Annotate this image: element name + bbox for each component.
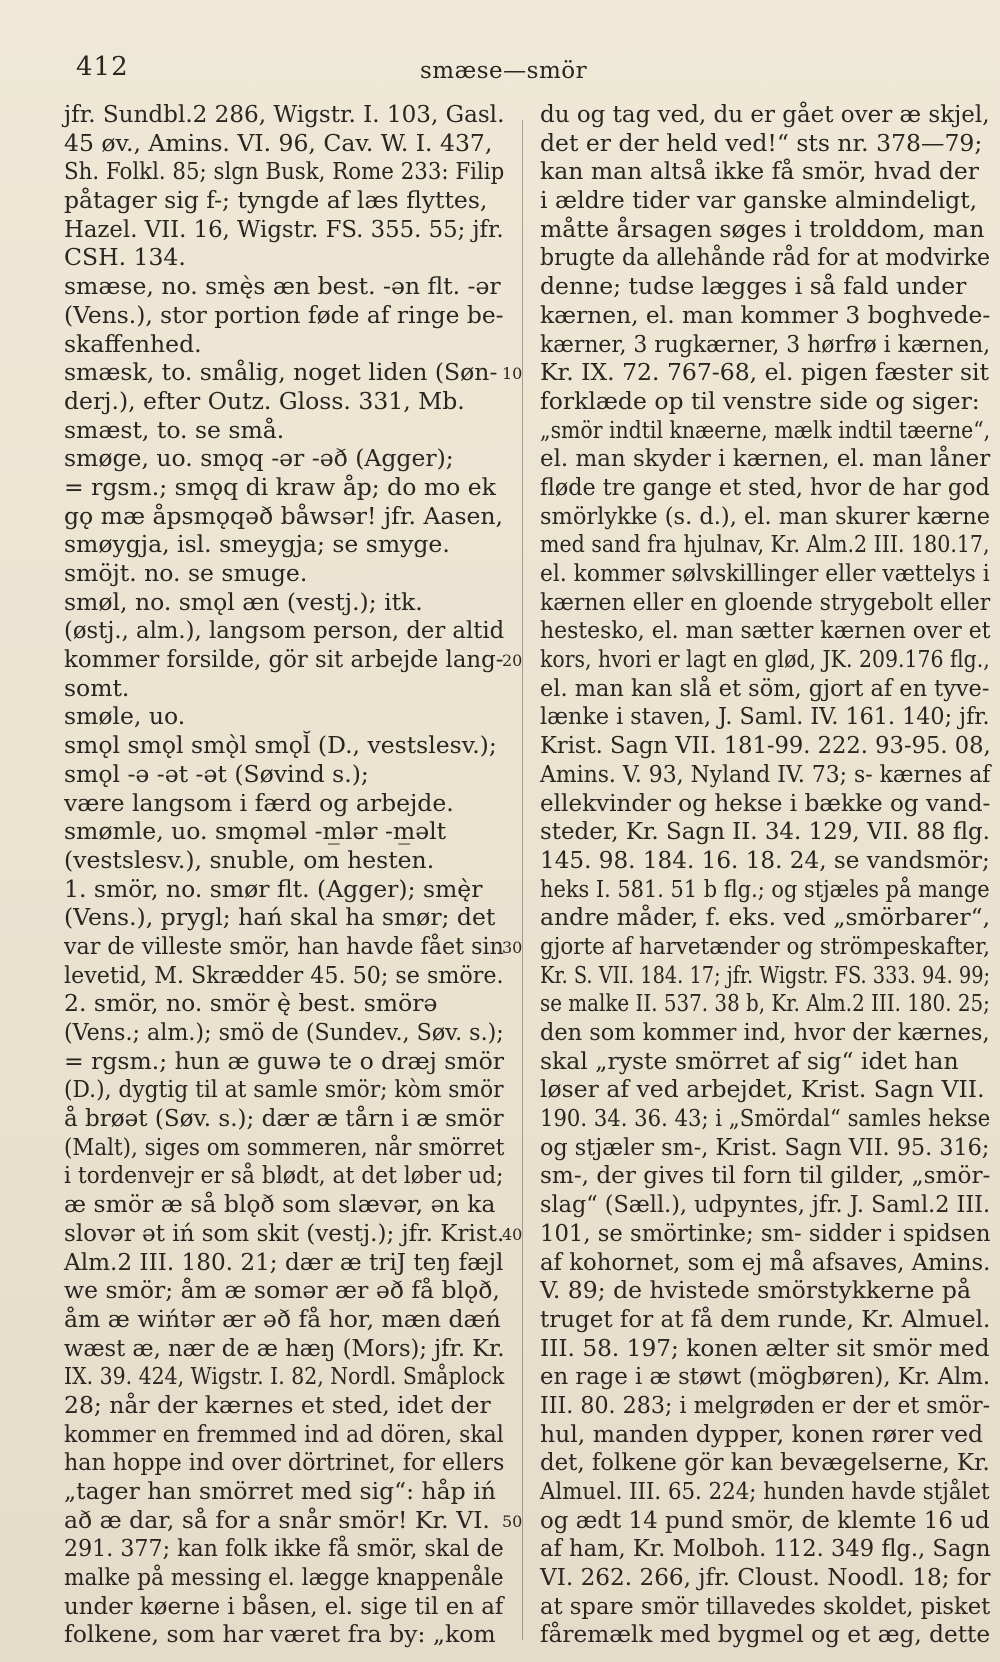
left-column	[64, 100, 504, 1649]
right-column-line: det, folkene gör kan bevægelserne, Kr.	[540, 1448, 990, 1477]
right-column-line: andre måder, f. eks. ved „smörbarer“,	[540, 903, 991, 932]
left-column-line: 1. smör, no. smør flt. (Agger); smę̀r	[64, 874, 483, 903]
left-column-line: han hoppe ind over dörtrinet, for ellers	[64, 1448, 505, 1477]
right-column-line: Krist. Sagn VII. 181-99. 222. 93-95. 08,	[540, 731, 991, 760]
right-column-line: lænke i staven, J. Saml. IV. 161. 140; jfr.	[540, 702, 990, 731]
right-column-line: du og tag ved, du er gået over æ skjel,	[540, 100, 990, 128]
left-column-line: i tordenvejr er så blødt, at det løber ud;	[64, 1161, 504, 1190]
left-column-line: smøygja, isl. smeygja; se smyge.	[64, 530, 450, 559]
left-column-line: 45 øv., Amins. VI. 96, Cav. W. I. 437,	[64, 128, 493, 157]
right-column-line: heks I. 581. 51 b flg.; og stjæles på mange	[540, 874, 990, 903]
left-column-line: folkene, som har været fra by: „kom	[64, 1620, 496, 1649]
right-column-line: med sand fra hjulnav, Kr. Alm.2 III. 180.17,	[540, 530, 990, 559]
right-column-line: at spare smör tillavedes skoldet, pisket	[540, 1591, 991, 1620]
right-column-line: fløde tre gange et sted, hvor de har god	[540, 472, 990, 501]
left-column-line: smæsk, to. smålig, noget liden (Søn-	[64, 358, 498, 387]
right-column-line: i ældre tider var ganske almindeligt,	[540, 186, 978, 215]
column-divider	[522, 120, 523, 1640]
left-column-line: (D.), dygtig til at samle smör; kòm smör	[64, 1075, 504, 1104]
left-column-line: derj.), efter Outz. Gloss. 331, Mb.	[64, 386, 465, 415]
left-column-line: að æ dar, så for a snår smör! Kr. VI.	[64, 1505, 490, 1534]
left-column-line: slovər ət iń som skit (vestj.); jfr. Krist.	[64, 1218, 505, 1247]
right-column-line: kærnen, el. man kommer 3 boghvede-	[540, 300, 991, 329]
left-column-line: = rgsm.; smǫq di kraw åp; do mo ek	[64, 472, 496, 501]
page-number: 412	[76, 52, 129, 82]
right-column-line: hestesko, el. man sætter kærnen over et	[540, 616, 991, 645]
right-column-line: el. man skyder i kærnen, el. man låner	[540, 444, 991, 473]
left-column-line: smöjt. no. se smuge.	[64, 559, 308, 587]
left-column-line: CSH. 134.	[64, 243, 186, 272]
right-column-line: V. 89; de hvistede smörstykkerne på	[540, 1276, 971, 1305]
line-number-marker: 50	[502, 1512, 523, 1532]
left-column-line: 28; når der kærnes et sted, idet der	[64, 1390, 491, 1419]
right-column-line: af kohornet, som ej må afsaves, Amins.	[540, 1247, 991, 1276]
left-column-line: under køerne i båsen, el. sige til en af	[64, 1591, 504, 1620]
left-column-line: smømle, uo. smǫmǝl -m̲lər -m̲əlt	[64, 817, 447, 846]
left-column-line: Sh. Folkl. 85; slgn Busk, Rome 233: Filip	[64, 157, 505, 186]
right-column-line: forklæde op til venstre side og siger:	[540, 386, 980, 415]
right-column-line: „smör indtil knæerne, mælk indtil tæerne“,	[540, 415, 991, 444]
right-column-line: el. kommer sølvskillinger eller vættelys i	[540, 559, 990, 587]
left-column-line: kommer forsilde, gör sit arbejde lang-	[64, 645, 504, 674]
left-column-line: Alm.2 III. 180. 21; dær æ triJ teŋ fæjl	[64, 1247, 504, 1276]
right-column-line: af ham, Kr. Molboh. 112. 349 flg., Sagn	[540, 1534, 991, 1563]
left-column-line: levetid, M. Skrædder 45. 50; se smöre.	[64, 960, 504, 989]
left-column-line: å brøət (Søv. s.); dær æ tårn i æ smör	[64, 1104, 504, 1133]
left-column-line: skaffenhed.	[64, 329, 202, 358]
left-column-line: kommer en fremmed ind ad dören, skal	[64, 1419, 504, 1448]
left-column-line: (Vens.), prygl; hań skal ha smør; det	[64, 903, 496, 932]
left-column-line: we smör; åm æ somər ær əð få blǫð,	[64, 1276, 500, 1305]
left-column-line: smøl, no. smǫl æn (vestj.); itk.	[64, 587, 423, 616]
right-column-line: III. 80. 283; i melgrøden er der et smör-	[540, 1390, 991, 1419]
line-number-marker: 20	[502, 651, 523, 671]
right-column-line: brugte da allehånde råd for at modvirke	[540, 243, 991, 272]
right-column-line: gjorte af harvetænder og strömpeskafter,	[540, 931, 990, 960]
right-column-line: steder, Kr. Sagn II. 34. 129, VII. 88 flg.	[540, 817, 990, 846]
left-column-line: Hazel. VII. 16, Wigstr. FS. 355. 55; jfr.	[64, 214, 504, 243]
right-column-line: hul, manden dypper, konen rører ved	[540, 1419, 984, 1448]
right-column-line: fåremælk med bygmel og et æg, dette	[540, 1620, 991, 1649]
left-column-line: gǫ mæ åpsmǫqəð båwsər! jfr. Aasen,	[64, 501, 504, 530]
left-column-line: smæse, no. smę̀s æn best. -ən flt. -ər	[64, 272, 501, 301]
left-column-line: (vestslesv.), snuble, om hesten.	[64, 845, 435, 874]
right-column-line: Kr. S. VII. 184. 17; jfr. Wigstr. FS. 333. 94. 99;	[540, 960, 991, 989]
left-column-line: (Vens.), stor portion føde af ringe be-	[64, 300, 504, 329]
left-column-line: påtager sig f-; tyngde af læs flyttes,	[64, 186, 488, 215]
right-column-line: slag“ (Sæll.), udpyntes, jfr. J. Saml.2 III.	[540, 1190, 991, 1219]
right-column-line: 190. 34. 36. 43; i „Smördal“ samles hekse	[540, 1104, 991, 1133]
left-column-line: jfr. Sundbl.2 286, Wigstr. I. 103, Gasl.	[64, 100, 505, 128]
right-column-line: el. man kan slå et söm, gjort af en tyve-	[540, 673, 990, 702]
right-column	[540, 100, 990, 1649]
right-column-line: løser af ved arbejdet, Krist. Sagn VII.	[540, 1075, 985, 1104]
right-column-line: og ædt 14 pund smör, de klemte 16 ud	[540, 1505, 990, 1534]
right-column-line: 101, se smörtinke; sm- sidder i spidsen	[540, 1218, 991, 1247]
left-column-line: 2. smör, no. smör ę̀ best. smörə	[64, 989, 438, 1018]
line-number-marker: 10	[502, 364, 523, 384]
right-column-line: truget for at få dem runde, Kr. Almuel.	[540, 1304, 991, 1333]
right-column-line: denne; tudse lægges i så fald under	[540, 272, 967, 301]
line-number-marker: 30	[502, 938, 523, 958]
left-column-line: var de villeste smör, han havde fået sin	[64, 931, 504, 960]
left-column-line: (østj., alm.), langsom person, der altid	[64, 616, 505, 645]
right-column-line: en rage i æ støwt (mögbøren), Kr. Alm.	[540, 1362, 991, 1391]
right-column-line: kærnen eller en gloende strygebolt eller	[540, 587, 991, 616]
left-column-line: æ smör æ så blǫð som slævər, ən ka	[64, 1190, 496, 1219]
right-column-line: ellekvinder og hekse i bække og vand-	[540, 788, 991, 817]
right-column-line: måtte årsagen søges i trolddom, man	[540, 214, 985, 243]
right-column-line: den som kommer ind, hvor der kærnes,	[540, 1018, 990, 1046]
left-column-line: IX. 39. 424, Wigstr. I. 82, Nordl. Småplock	[64, 1362, 505, 1391]
right-column-line: skal „ryste smörret af sig“ idet han	[540, 1046, 959, 1075]
left-column-line: wæst æ, nær de æ hæŋ (Mors); jfr. Kr.	[64, 1333, 505, 1362]
left-column-line: = rgsm.; hun æ guwə te o dræj smör	[64, 1046, 505, 1075]
left-column-line: malke på messing el. lægge knappenåle	[64, 1563, 504, 1592]
right-column-line: 145. 98. 184. 16. 18. 24, se vandsmör;	[540, 845, 990, 874]
left-column-line: (Malt), siges om sommeren, når smörret	[64, 1132, 505, 1161]
left-column-line: smǫl smǫl smǫ̀l smǫl̆ (D., vestslesv.);	[64, 731, 497, 760]
line-number-marker: 40	[502, 1225, 523, 1245]
right-column-line: se malke II. 537. 38 b, Kr. Alm.2 III. 180. 25;	[540, 989, 990, 1018]
left-column-line: smæst, to. se små.	[64, 415, 285, 444]
left-column-line: somt.	[64, 673, 130, 702]
left-column-line: smøge, uo. smǫq -ər -əð (Agger);	[64, 444, 454, 473]
right-column-line: Amins. V. 93, Nyland IV. 73; s- kærnes af	[540, 759, 991, 788]
right-column-line: sm-, der gives til forn til gilder, „smör-	[540, 1161, 991, 1190]
right-column-line: VI. 262. 266, jfr. Cloust. Noodl. 18; for	[540, 1563, 991, 1592]
page-header	[0, 48, 1000, 88]
right-column-line: kors, hvori er lagt en glød, JK. 209.176 flg.,	[540, 645, 990, 674]
left-column-line: smøle, uo.	[64, 702, 186, 731]
left-column-line: (Vens.; alm.); smö de (Sundev., Søv. s.);	[64, 1018, 504, 1046]
right-column-line: III. 58. 197; konen ælter sit smör med	[540, 1333, 990, 1362]
left-column-line: åm æ wińtər ær əð få hor, mæn dæń	[64, 1304, 501, 1333]
left-column-line: smǫl -ə -ət -ət (Søvind s.);	[64, 759, 369, 788]
right-column-line: kan man altså ikke få smör, hvad der	[540, 157, 980, 186]
left-column-line: være langsom i færd og arbejde.	[64, 788, 454, 817]
left-column-line: „tager han smörret med sig“: håp iń	[64, 1477, 496, 1505]
running-head: smæse—smör	[420, 58, 588, 84]
right-column-line: det er der held ved!“ sts nr. 378—79;	[540, 128, 983, 157]
right-column-line: Kr. IX. 72. 767-68, el. pigen fæster sit	[540, 358, 989, 387]
right-column-line: og stjæler sm-, Krist. Sagn VII. 95. 316;	[540, 1132, 990, 1161]
right-column-line: kærner, 3 rugkærner, 3 hørfrø i kærnen,	[540, 329, 991, 358]
right-column-line: smörlykke (s. d.), el. man skurer kærne	[540, 501, 991, 530]
right-column-line: Almuel. III. 65. 224; hunden havde stjålet	[540, 1477, 990, 1505]
left-column-line: 291. 377; kan folk ikke få smör, skal de	[64, 1534, 504, 1563]
